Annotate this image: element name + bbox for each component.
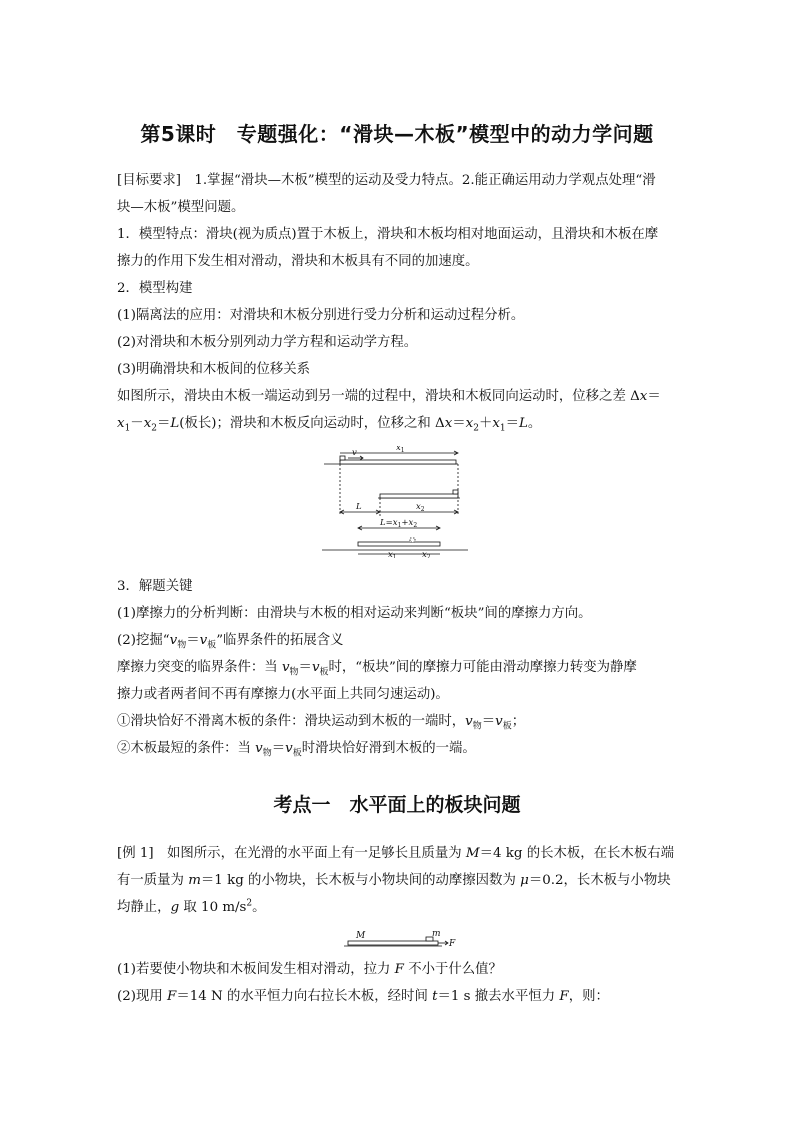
displacement-desc-line-1: 如图所示，滑块由木板一端运动到另一端的过程中，滑块和木板同向运动时，位移之差 Δx＝ — [117, 389, 661, 404]
x2-label: $x_2$ — [416, 502, 425, 513]
M-label: M — [356, 931, 366, 941]
critical-condition-line-2: 擦力或者两者间不再有摩擦力(水平面上共同匀速运动)。 — [117, 687, 449, 702]
question-1: (1)若要使小物块和木板间发生相对滑动，拉力 F 不小于什么值？ — [117, 962, 502, 977]
key-points-heading: 3．解题关键 — [117, 579, 193, 594]
example-1-line-2: 有一质量为 m＝1 kg 的小物块，长木板与小物块间的动摩擦因数为 μ＝0.2，长木板与小物块 — [117, 873, 671, 888]
model-feature-line-2: 擦力的作用下发生相对滑动，滑块和木板具有不同的加速度。 — [117, 254, 479, 269]
long-board — [348, 941, 438, 945]
F-label: F — [449, 939, 456, 949]
example-tag: [例 1] — [117, 846, 154, 861]
L-label: L — [356, 502, 362, 512]
key-point-1: (1)摩擦力的分析判断：由滑块与木板的相对运动来判断“板块”间的摩擦力方向。 — [117, 606, 592, 621]
m-label: m — [432, 929, 441, 939]
x1-label: $x_1$ — [396, 446, 405, 454]
section-heading: 考点一 水平面上的板块问题 — [273, 794, 521, 816]
example-1-line-3: 均静止，g 取 10 $m/s^2$。 — [117, 898, 266, 915]
example-1-line-1: [例 1] 如图所示，在光滑的水平面上有一足够长且质量为 M＝4 kg 的长木板，在长木板右端 — [117, 846, 674, 861]
critical-condition-line-1: 摩擦力突变的临界条件：当 $v_物=v_板$时，“板块”间的摩擦力可能由滑动摩擦力转变为静摩 — [117, 660, 637, 678]
model-build-item-1: (1)隔离法的应用：对滑块和木板分别进行受力分析和运动过程分析。 — [117, 308, 525, 323]
model-build-item-3: (3)明确滑块和木板间的位移关系 — [117, 362, 311, 377]
goal-line-1: [目标要求] 1.掌握“滑块—木板”模型的运动及受力特点。2.能正确运用动力学观点处理“滑 — [117, 173, 656, 188]
top-slider-block — [340, 456, 345, 460]
page-title: 第5课时 专题强化：“滑块—木板”模型中的动力学问题 — [140, 122, 654, 146]
slider-board-diagram — [318, 446, 478, 558]
mid-board — [380, 494, 458, 498]
model-build-heading: 2．模型构建 — [117, 281, 193, 296]
bottom-slider-block — [410, 538, 415, 542]
v-label: v — [352, 448, 357, 458]
bottom-board — [358, 542, 440, 546]
model-feature-line-1: 1．模型特点：滑块(视为质点)置于木板上，滑块和木板均相对地面运动，且滑块和木板在摩 — [117, 227, 659, 242]
example-board-diagram — [342, 926, 462, 950]
key-point-2: (2)挖掘“$v_物=v_板$”临界条件的拓展含义 — [117, 633, 344, 651]
model-build-item-2: (2)对滑块和木板分别列动力学方程和运动学方程。 — [117, 335, 418, 350]
condition-1: ①滑块恰好不滑离木板的条件：滑块运动到木板的一端时，$v_物=v_板$； — [117, 714, 526, 732]
goal-line-2: 块—木板”模型问题。 — [117, 200, 245, 215]
bottom-x2-label: $x_2$ — [422, 550, 431, 558]
mid-slider-block — [453, 490, 458, 494]
top-board — [340, 460, 456, 464]
goal-tag: [目标要求] — [117, 173, 182, 188]
condition-2: ②木板最短的条件：当 $v_物=v_板$时滑块恰好滑到木板的一端。 — [117, 741, 476, 759]
displacement-desc-line-2: $x_1-x_2=L$(板长)；滑块和木板反向运动时，位移之和 $\Delta x=x_2+x_1=L$。 — [117, 416, 542, 434]
L-equals-label: $L=x_1+x_2$ — [380, 518, 418, 529]
bottom-x1-label: $x_1$ — [388, 550, 397, 558]
question-2: (2)现用 F＝14 N 的水平恒力向右拉长木板，经时间 t＝1 s 撤去水平恒力 F，则： — [117, 989, 609, 1004]
